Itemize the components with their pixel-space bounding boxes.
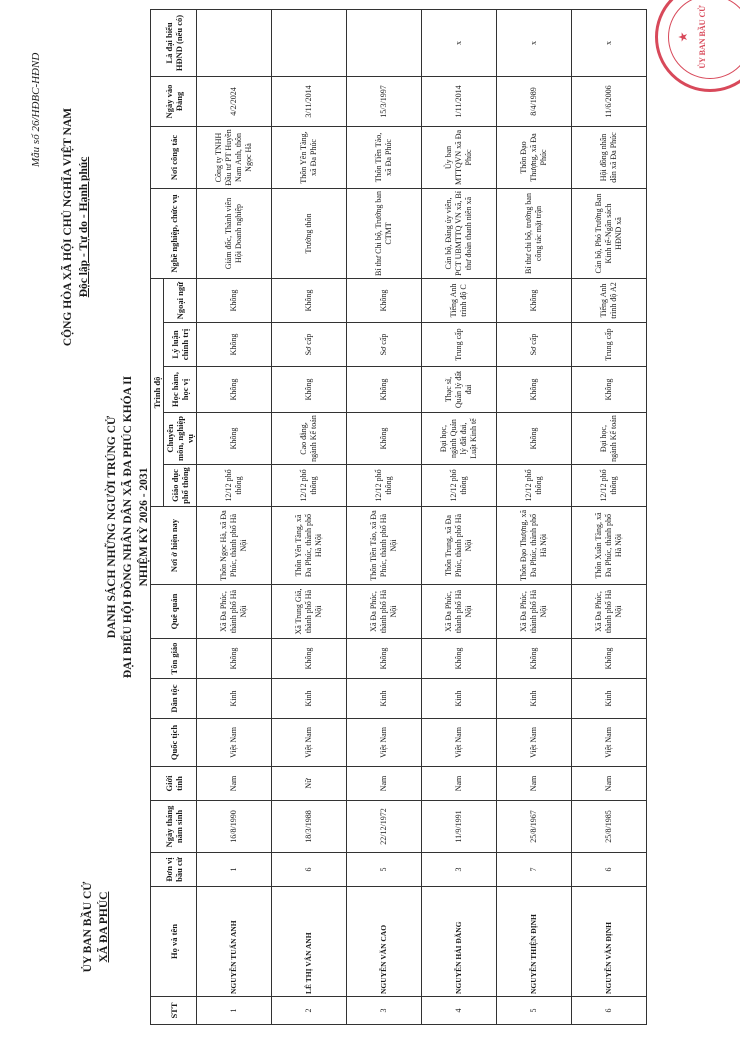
- cell-language: Không: [197, 278, 272, 322]
- cell-job: Trưởng thôn: [272, 188, 347, 278]
- cell-ethnicity: Kinh: [422, 679, 497, 719]
- cell-name: NGUYỄN TUẤN ANH: [197, 887, 272, 997]
- cell-political: Sơ cấp: [497, 323, 572, 367]
- col-unit: Đơn vị bầu cử: [151, 853, 197, 887]
- cell-dob: 25/8/1985: [572, 801, 647, 853]
- cell-workplace: Hội đồng nhân dân xã Đa Phúc: [572, 126, 647, 188]
- cell-dob: 11/9/1991: [422, 801, 497, 853]
- cell-ethnicity: Kinh: [497, 679, 572, 719]
- cell-workplace: Thôn Đạo Thượng, xã Đa Phúc: [497, 126, 572, 188]
- cell-professional: Không: [497, 413, 572, 465]
- col-religion: Tôn giáo: [151, 639, 197, 679]
- cell-academic: Không: [197, 367, 272, 413]
- col-workplace: Nơi công tác: [151, 126, 197, 188]
- col-professional: Chuyên môn, nghiệp vụ: [164, 413, 197, 465]
- table-row: [347, 9, 422, 1024]
- cell-hdnd: [197, 9, 272, 76]
- cell-religion: Không: [272, 639, 347, 679]
- cell-job: Cán bộ, Phó Trưởng Ban Kinh tế-Ngân sách HĐND xã: [572, 188, 647, 278]
- star-icon: ★: [676, 31, 690, 43]
- cell-party-date: 8/4/1989: [497, 76, 572, 126]
- national-header: [60, 47, 92, 407]
- col-party-date: Ngày vào Đảng: [151, 76, 197, 126]
- col-nationality: Quốc tịch: [151, 719, 197, 767]
- cell-political: Trung cấp: [572, 323, 647, 367]
- cell-workplace: Thôn Yên Tàng, xã Đa Phúc: [272, 126, 347, 188]
- cell-name: NGUYỄN HẢI ĐĂNG: [422, 887, 497, 997]
- cell-residence: Thôn Tiền Tảo, xã Đa Phúc, thành phố Hà Nội: [347, 507, 422, 585]
- cell-political: Không: [197, 323, 272, 367]
- col-general-edu: Giáo dục phổ thông: [164, 465, 197, 507]
- col-hometown: Quê quán: [151, 585, 197, 639]
- cell-general-edu: 12/12 phổ thông: [197, 465, 272, 507]
- cell-academic: Không: [497, 367, 572, 413]
- cell-professional: Không: [347, 413, 422, 465]
- cell-dob: 22/12/1972: [347, 801, 422, 853]
- cell-language: Không: [497, 278, 572, 322]
- col-dob: Ngày tháng năm sinh: [151, 801, 197, 853]
- cell-ethnicity: Kinh: [347, 679, 422, 719]
- cell-religion: Không: [497, 639, 572, 679]
- col-residence: Nơi ở hiện nay: [151, 507, 197, 585]
- cell-party-date: 1/11/2014: [422, 76, 497, 126]
- col-language: Ngoại ngữ: [164, 278, 197, 322]
- cell-unit: 6: [572, 853, 647, 887]
- col-hdnd: Là đại biểu HĐND (nếu có): [151, 9, 197, 76]
- cell-party-date: 4/2/2024: [197, 76, 272, 126]
- cell-dob: 18/3/1988: [272, 801, 347, 853]
- committee-header: [80, 827, 112, 1027]
- cell-general-edu: 12/12 phổ thông: [572, 465, 647, 507]
- col-academic: Học hàm, học vị: [164, 367, 197, 413]
- cell-religion: Không: [422, 639, 497, 679]
- cell-religion: Không: [347, 639, 422, 679]
- commune-name: XÃ ĐA PHÚC: [98, 891, 110, 963]
- col-education-group: Trình độ: [151, 278, 164, 506]
- cell-professional: Không: [197, 413, 272, 465]
- cell-gender: Nam: [347, 767, 422, 801]
- cell-name: NGUYỄN VĂN ĐỊNH: [572, 887, 647, 997]
- cell-job: Cán bộ, Đảng ủy viên, PCT UBMTTQ VN xã, Bí thư đoàn thanh niên xã: [422, 188, 497, 278]
- cell-general-edu: 12/12 phổ thông: [422, 465, 497, 507]
- cell-professional: Cao đẳng, ngành Kế toán: [272, 413, 347, 465]
- cell-nationality: Việt Nam: [197, 719, 272, 767]
- cell-residence: Thôn Trung, xã Đa Phúc, thành phố Hà Nội: [422, 507, 497, 585]
- cell-nationality: Việt Nam: [272, 719, 347, 767]
- cell-nationality: Việt Nam: [422, 719, 497, 767]
- cell-residence: Thôn Đạo Thượng, xã Đa Phúc, thành phố Hà Nội: [497, 507, 572, 585]
- cell-nationality: Việt Nam: [572, 719, 647, 767]
- cell-job: Giám đốc, Thành viên Hội Doanh nghiệp: [197, 188, 272, 278]
- col-stt: STT: [151, 997, 197, 1025]
- cell-hdnd: [347, 9, 422, 76]
- cell-gender: Nam: [197, 767, 272, 801]
- cell-residence: Thôn Xuân Tàng, xã Đa Phúc, thành phố Hà Nội: [572, 507, 647, 585]
- document-title: [104, 307, 152, 747]
- cell-hometown: Xã Đa Phúc, thành phố Hà Nội: [422, 585, 497, 639]
- cell-religion: Không: [197, 639, 272, 679]
- cell-ethnicity: Kinh: [572, 679, 647, 719]
- title-line-2: ĐẠI BIỂU HỘI ĐỒNG NHÂN DÂN XÃ ĐA PHÚC KHÓA II: [122, 375, 134, 679]
- title-line-1: DANH SÁCH NHỮNG NGƯỜI TRÚNG CỬ: [106, 415, 118, 639]
- cell-political: Trung cấp: [422, 323, 497, 367]
- cell-nationality: Việt Nam: [497, 719, 572, 767]
- cell-political: Sơ cấp: [272, 323, 347, 367]
- cell-ethnicity: Kinh: [272, 679, 347, 719]
- col-ethnicity: Dân tộc: [151, 679, 197, 719]
- cell-name: NGUYỄN VĂN CAO: [347, 887, 422, 997]
- cell-party-date: 3/11/2014: [272, 76, 347, 126]
- cell-gender: Nam: [422, 767, 497, 801]
- table-row: [572, 9, 647, 1024]
- elected-delegates-table: [150, 9, 647, 1025]
- cell-workplace: Ủy ban MTTQVN xã Đa Phúc: [422, 126, 497, 188]
- cell-name: LÊ THỊ VÂN ANH: [272, 887, 347, 997]
- cell-hometown: Xã Đa Phúc, thành phố Hà Nội: [572, 585, 647, 639]
- cell-dob: 16/8/1990: [197, 801, 272, 853]
- cell-gender: Nam: [572, 767, 647, 801]
- cell-hdnd: x: [497, 9, 572, 76]
- cell-professional: Đại học, ngành Quản lý đất đai, Luật Kinh tế: [422, 413, 497, 465]
- cell-party-date: 11/6/2006: [572, 76, 647, 126]
- table-row: [272, 9, 347, 1024]
- cell-stt: 1: [197, 997, 272, 1025]
- cell-stt: 2: [272, 997, 347, 1025]
- cell-language: Không: [272, 278, 347, 322]
- country-name: CỘNG HÒA XÃ HỘI CHỦ NGHĨA VIỆT NAM: [62, 107, 74, 347]
- cell-general-edu: 12/12 phổ thông: [272, 465, 347, 507]
- table-row: [197, 9, 272, 1024]
- cell-language: Tiếng Anh trình độ A2: [572, 278, 647, 322]
- cell-hometown: Xã Đa Phúc, thành phố Hà Nội: [347, 585, 422, 639]
- cell-residence: Thôn Yên Tàng, xã Đa Phúc, thành phố Hà Nội: [272, 507, 347, 585]
- cell-hometown: Xã Đa Phúc, thành phố Hà Nội: [197, 585, 272, 639]
- cell-workplace: Thôn Tiền Tảo, xã Đa Phúc: [347, 126, 422, 188]
- cell-dob: 25/8/1967: [497, 801, 572, 853]
- cell-religion: Không: [572, 639, 647, 679]
- cell-language: Không: [347, 278, 422, 322]
- title-line-3: NHIỆM KỲ 2026 - 2031: [138, 467, 150, 587]
- cell-hdnd: x: [572, 9, 647, 76]
- cell-party-date: 15/3/1997: [347, 76, 422, 126]
- cell-ethnicity: Kinh: [197, 679, 272, 719]
- cell-name: NGUYỄN THIỆN ĐỊNH: [497, 887, 572, 997]
- cell-job: Bí thư Chi bộ, Trưởng ban CTMT: [347, 188, 422, 278]
- cell-gender: Nữ: [272, 767, 347, 801]
- cell-residence: Thôn Ngọc Hà, xã Đa Phúc, thành phố Hà Nội: [197, 507, 272, 585]
- header-row: [151, 9, 164, 1024]
- cell-gender: Nam: [497, 767, 572, 801]
- cell-hdnd: [272, 9, 347, 76]
- cell-stt: 3: [347, 997, 422, 1025]
- cell-unit: 5: [347, 853, 422, 887]
- col-gender: Giới tính: [151, 767, 197, 801]
- motto: Độc lập - Tự do - Hạnh phúc: [78, 156, 90, 298]
- cell-stt: 5: [497, 997, 572, 1025]
- cell-workplace: Công ty TNHH Đầu tư PT Huyền Nam Anh, thôn Ngọc Hà: [197, 126, 272, 188]
- cell-stt: 6: [572, 997, 647, 1025]
- stamp-text: ỦY BAN BẦU CỬ: [698, 5, 707, 69]
- cell-unit: 6: [272, 853, 347, 887]
- committee-name: ỦY BAN BẦU CỬ: [82, 881, 94, 973]
- cell-academic: Không: [347, 367, 422, 413]
- cell-academic: Không: [572, 367, 647, 413]
- cell-general-edu: 12/12 phổ thông: [347, 465, 422, 507]
- table-row: [497, 9, 572, 1024]
- cell-academic: Không: [272, 367, 347, 413]
- cell-hometown: Xã Trung Giã, thành phố Hà Nội: [272, 585, 347, 639]
- col-name: Họ và tên: [151, 887, 197, 997]
- cell-professional: Đại học, ngành Kế toán: [572, 413, 647, 465]
- cell-unit: 3: [422, 853, 497, 887]
- table-row: [422, 9, 497, 1024]
- cell-hometown: Xã Đa Phúc, thành phố Hà Nội: [497, 585, 572, 639]
- cell-language: Tiếng Anh trình độ C: [422, 278, 497, 322]
- cell-hdnd: x: [422, 9, 497, 76]
- cell-general-edu: 12/12 phổ thông: [497, 465, 572, 507]
- col-political: Lý luận chính trị: [164, 323, 197, 367]
- cell-job: Bí thư chi bộ, trưởng ban công tác mặt trận: [497, 188, 572, 278]
- cell-unit: 7: [497, 853, 572, 887]
- form-code: Mẫu số 26/HĐBC-HĐND: [30, 52, 42, 167]
- cell-stt: 4: [422, 997, 497, 1025]
- red-seal-stamp: [655, 0, 740, 92]
- cell-nationality: Việt Nam: [347, 719, 422, 767]
- cell-academic: Thạc sĩ, Quản lý đất đai: [422, 367, 497, 413]
- cell-political: Sơ cấp: [347, 323, 422, 367]
- cell-unit: 1: [197, 853, 272, 887]
- col-job: Nghề nghiệp, chức vụ: [151, 188, 197, 278]
